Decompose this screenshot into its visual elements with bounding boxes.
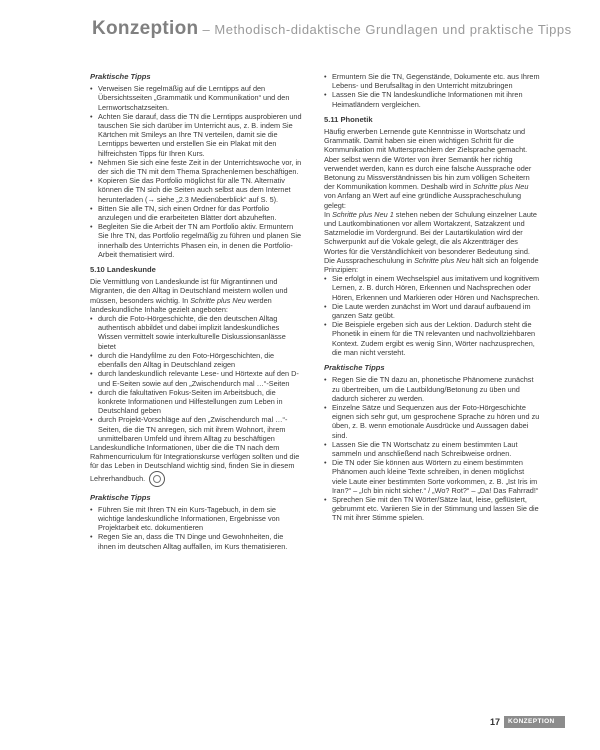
book-title: Schritte plus Neu <box>190 295 246 305</box>
book-title: Schritte plus Neu 1 <box>332 209 394 219</box>
paragraph <box>324 210 540 256</box>
right-column <box>324 72 540 523</box>
list-item: • Ermuntern Sie die TN, Gegenstände, Dokumente etc. aus Ihrem Lebens- und Berufsalltag in den Unterricht mitzubringen <box>324 72 540 90</box>
tips-heading: Praktische Tipps <box>90 72 151 81</box>
book-title: Schritte plus Neu <box>414 255 470 265</box>
list-item: • durch die Foto-Hörgeschichte, die den deutschen Alltag authentisch abbildet und dabei implizit landeskundliches Wissen vermittelt sowie interkulturelle Diskussionsanlässe bietet <box>90 314 303 351</box>
text-run: stehen neben der Schulung einzelner Laute und Lautkombinationen vor allem Wortakzent, Satzakzent und Satzmelodie im Vordergrund. Bei der Lautartikulation wird der Schwerpunkt auf die Vokale gelegt, die als Akzentträger des Wortes für die Verständlichkeit von besonderer Bedeutung sind. <box>324 209 537 256</box>
text-run: Die Vermittlung von Landeskunde ist für Migrantinnen und Migranten, die den Alltag in Deutschland meistern wollen und müssen, besonders wichtig. In <box>90 277 288 305</box>
list-item: • Verweisen Sie regelmäßig auf die Lerntipps auf den Übersichtsseiten „Grammatik und Kommunikation“ und den Lernwortschatzseiten. <box>90 84 303 112</box>
list-item: • Regen Sie die TN dazu an, phonetische Phänomene zunächst zu übertreiben, um die Lautbildung/Betonung zu üben und dadurch sicherer zu werden. <box>324 375 540 403</box>
page-footer <box>490 716 565 728</box>
header-subtitle: – Methodisch-didaktische Grundlagen und praktische Tipps <box>198 22 572 37</box>
section-heading-phonetik: 5.11 Phonetik <box>324 114 373 124</box>
text-run: werden landeskundliche Inhalte gezielt angeboten: <box>90 295 272 314</box>
list-item: • Die Beispiele ergeben sich aus der Lektion. Dadurch steht die Phonetik in einem für die TN relevanten und nachvollziehbaren Kontext. Zudem ergibt es wenig Sinn, Wörter nachzusprechen, die man nicht versteht. <box>324 320 540 357</box>
list-item: • durch die Handyfilme zu den Foto-Hörgeschichten, die ebenfalls den Alltag in Deutschland zeigen <box>90 351 303 369</box>
text-run: Landeskundliche Informationen, über die die TN nach dem Rahmencurriculum für Integrationskurse verfügen sollten und die für das Leben in Deutschland wichtig sind, finden Sie in diesem Lehrerhandbuch. <box>90 442 300 483</box>
tips-heading: Praktische Tipps <box>324 363 385 373</box>
section-heading-landeskunde: 5.10 Landeskunde <box>90 265 156 275</box>
list-item: • Einzelne Sätze und Sequenzen aus der Foto-Hörgeschichte eignen sich sehr gut, um gesprochene Sprache zu hören und zu üben, z. B. wenn emotionale Ausdrücke und Aussagen dabei sind. <box>324 403 540 440</box>
section-tag: KONZEPTION <box>504 716 565 728</box>
list-item: • Achten Sie darauf, dass die TN die Lerntipps ausprobieren und tauschen Sie sich darüber im Unterricht aus, z. B. indem Sie Kärtchen mit Smileys an Ihre TN verteilen, damit sie die Lerntipps bewerten und erstellen Sie ein Plakat mit den hilfreichsten Tipps für Ihren Kurs. <box>90 112 303 158</box>
list-item: • Sie erfolgt in einem Wechselspiel aus imitativem und kognitivem Lernen, z. B. durch Hören, Erkennen und Nachsprechen oder Hören, Erkennen und Markieren oder Hören und Nachsprechen. <box>324 274 540 302</box>
page-header <box>92 18 592 40</box>
list-item: • Lassen Sie die TN Wortschatz zu einem bestimmten Laut sammeln und anschließend nach Schreibweise ordnen. <box>324 440 540 458</box>
header-title: Konzeption <box>92 18 199 39</box>
text-run: hält sich an folgende Prinzipien: <box>324 255 539 275</box>
page-number: 17 <box>490 717 501 727</box>
paragraph <box>324 127 540 210</box>
list-item: • Begleiten Sie die Arbeit der TN am Portfolio aktiv. Ermuntern Sie Ihre TN, das Portfolio regelmäßig zu führen und planen Sie innerhalb des Unterrichts Phasen ein, in denen die Portfolio-Arbeit thematisiert wird. <box>90 222 303 259</box>
text-run: Die Ausspracheschulung in <box>324 255 415 265</box>
principles-list <box>324 274 540 357</box>
tips-heading: Praktische Tipps <box>90 492 151 502</box>
text-run: von Anfang an Wert auf eine gründliche Ausspracheschulung gelegt: <box>324 191 522 210</box>
list-item: • durch die fakultativen Fokus-Seiten im Arbeitsbuch, die konkrete Informationen und Hilfestellungen zum Leben in Deutschland geben <box>90 388 303 416</box>
list-item: • Lassen Sie die TN landeskundliche Informationen mit ihren Heimatländern vergleichen. <box>324 90 540 108</box>
list-item: • Führen Sie mit Ihren TN ein Kurs-Tagebuch, in dem sie wichtige landeskundliche Informationen, Ergebnisse von Projektarbeit etc. dokumentieren <box>90 505 303 533</box>
text-run: In <box>324 209 333 219</box>
list-item: • Sprechen Sie mit den TN Wörter/Sätze laut, leise, geflüstert, gebrummt etc. Variieren Sie in der Stimmung und lassen Sie die TN mit ihrer Stimme spielen. <box>324 495 540 523</box>
tips-list-continued <box>324 72 540 109</box>
list-item: • durch Projekt-Vorschläge auf den „Zwischendurch mal …“-Seiten, die die TN anregen, sich mit ihrem Wohnort, ihrem unmittelbaren Umfeld und ihrem Alltag zu beschäftigen <box>90 415 303 443</box>
list-item: • Die Laute werden zunächst im Wort und darauf aufbauend im ganzen Satz geübt. <box>324 302 540 320</box>
tips-list <box>324 375 540 522</box>
paragraph <box>90 277 303 314</box>
list-item: • Regen Sie an, dass die TN Dinge und Gewohnheiten, die ihnen im deutschen Alltag auffallen, im Kurs thematisieren. <box>90 532 303 550</box>
left-column <box>90 72 303 551</box>
list-item: • Die TN oder Sie können aus Wörtern zu einem bestimmten Phänomen auch kleine Texte schreiben, in denen möglichst viele Laute einer bestimmten Sorte vorkommen, z. B. „Ist Iris im Iran?“ – „Ich bin nicht sicher.“ / „Wo? Rot?“ – „Da! Das Fahrrad!“ <box>324 458 540 495</box>
list-item: • Kopieren Sie das Portfolio möglichst für alle TN. Alternativ können die TN sich die Seiten auch selbst aus dem Internet herunterladen (→ siehe „2.3 Medienüberblick“ auf S. 5). <box>90 176 303 204</box>
paragraph <box>90 443 303 487</box>
globe-icon <box>149 471 165 487</box>
landeskunde-list <box>90 314 303 443</box>
book-title: Schritte plus Neu <box>472 182 529 192</box>
list-item: • durch landeskundlich relevante Lese- und Hörtexte auf den D- und E-Seiten sowie auf den „Zwischendurch mal …“-Seiten <box>90 369 303 387</box>
paragraph <box>324 256 540 274</box>
tips-list <box>90 505 303 551</box>
list-item: • Nehmen Sie sich eine feste Zeit in der Unterrichtswoche vor, in der sich die TN mit dem Thema Sprachenlernen beschäftigen. <box>90 158 303 176</box>
tips-list <box>90 84 303 259</box>
list-item: • Bitten Sie alle TN, sich einen Ordner für das Portfolio anzulegen und die erarbeiteten Blätter dort abzuheften. <box>90 204 303 222</box>
text-run: Häufig erwerben Lernende gute Kenntnisse in Wortschatz und Grammatik. Damit haben sie einen wichtigen Schritt für die Kommunikation mit Muttersprachlern der Zielsprache gemacht. Aber selbst wenn die Wörter von ihrer Semantik her richtig verwendet werden, kann es durch eine falsche Aussprache oder Betonung zu Missverständnissen bis hin zum völligen Scheitern der Kommunikation kommen. Deshalb wird in <box>324 127 532 192</box>
